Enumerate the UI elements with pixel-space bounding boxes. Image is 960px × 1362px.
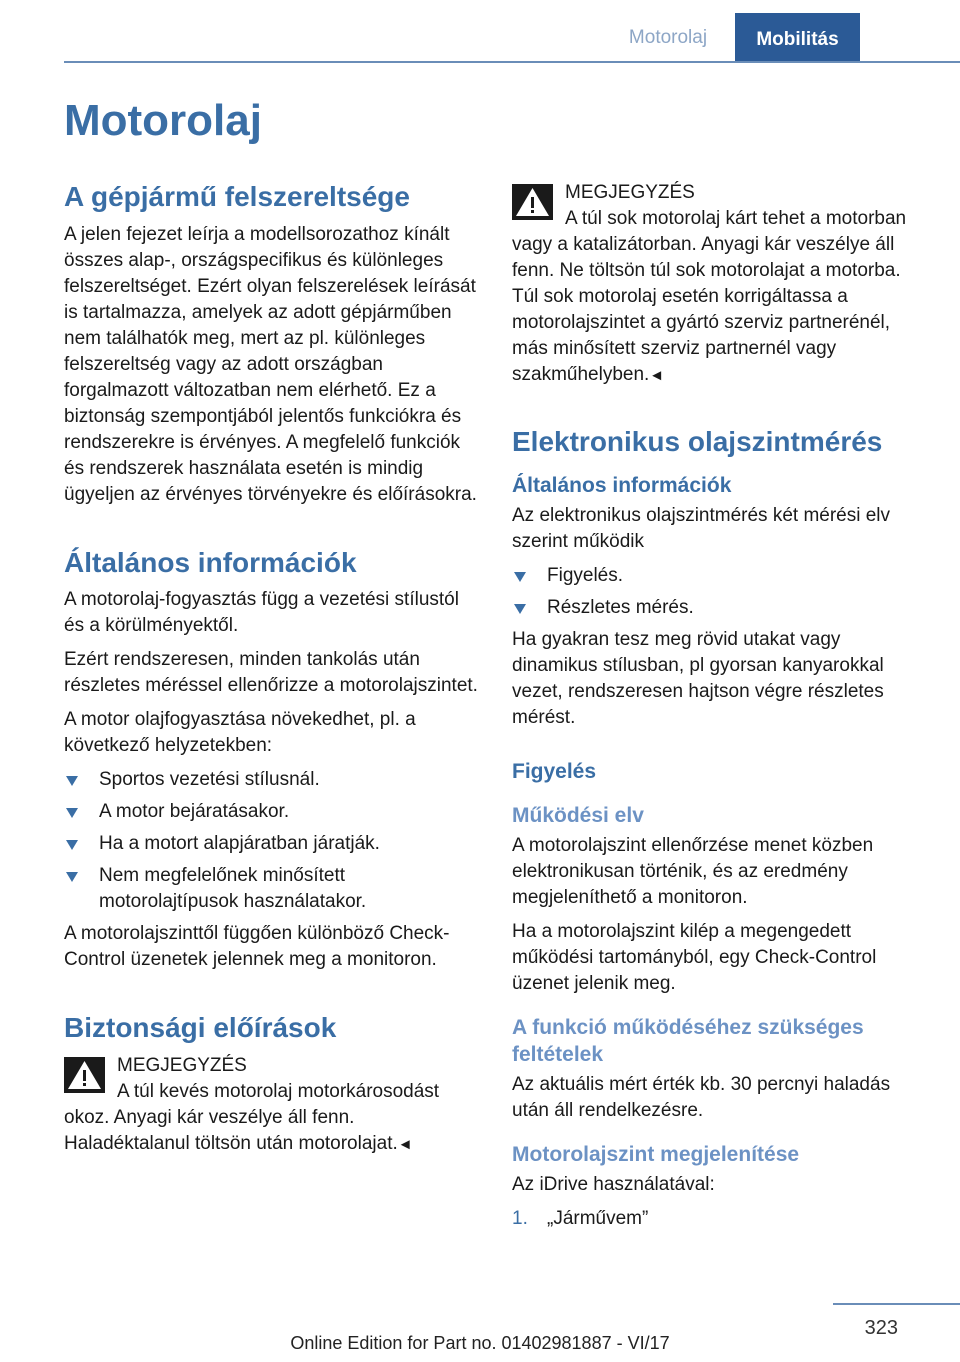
section-heading-safety: Biztonsági előírások (64, 1012, 337, 1044)
subheading-monitoring: Figyelés (512, 759, 597, 783)
back-arrow-icon: ◄ (649, 367, 665, 384)
idrive-steps-list (512, 1206, 927, 1232)
equipment-paragraph: A jelen fejezet leírja a modellsorozathoz kínált összes alap-, országspecifikus és különleges felszereltséget. Ezért olyan felszerelések leírását is tartalmazza, amelyek az adott gépjárműben nem találhatók meg, mert az pl. különleges felszereltség vagy az adott országban forgalmazott változatban nem elérhető. Ez a biztonság szempontjából jelentős funkciókra és rendszerekre is érvényes. A megfelelő funkciók és rendszerek használata esetén is mindig ügyeljen az érvényes törvényekre és előírásokra. (64, 223, 477, 505)
general-info-paragraph-1: A motorolaj-fogyasztás függ a vezetési stílustól és a körülményektől. (64, 589, 459, 637)
general-info-paragraph-3: A motor olajfogyasztása növekedhet, pl. a következő helyzetekben: (64, 709, 416, 757)
list-item: Részletes mérés. (512, 595, 927, 621)
list-item: A motor bejáratásakor. (64, 799, 479, 825)
operating-principle-paragraph-2: Ha a motorolajszint kilép a megengedett működési tartományból, egy Check-Control üzenet jelenik meg. (512, 921, 877, 995)
oil-consumption-list (64, 767, 479, 915)
subheading-operating-principle: Működési elv (512, 804, 644, 828)
general-info-paragraph-4: A motorolajszinttől függően különböző Check-Control üzenetek jelennek meg a monitoron. (64, 923, 450, 971)
list-item: Figyelés. (512, 563, 927, 589)
overfill-notice (512, 180, 927, 389)
warning-icon (512, 184, 553, 220)
header-tab-motorolaj: Motorolaj (628, 27, 708, 48)
triangle-bullet-icon (66, 872, 78, 882)
notice-text: A túl kevés motorolaj motorkárosodást okoz. Anyagi kár veszélye áll fenn. Haladéktalanul töltsön után motorolajat.◄ (64, 1080, 440, 1154)
triangle-bullet-icon (66, 840, 78, 850)
measurement-principle-list (512, 563, 927, 621)
notice-label: MEGJEGYZÉS (565, 182, 695, 203)
page-header (0, 0, 960, 62)
notice-text: A túl sok motorolaj kárt tehet a motorban vagy a katalizátorban. Anyagi kár veszélye áll fenn. Ne töltsön túl sok motorolajat a motorba. Túl sok motorolaj esetén korrigáltassa a motorolajszintet a gyártó szerviz partnerénél, más minősített szerviz partnernél vagy szakműhelyben.◄ (512, 208, 907, 385)
header-rule (64, 61, 960, 63)
general-info-paragraph-2: Ezért rendszeresen, minden tankolás után részletes méréssel ellenőrizze a motorolajszintet. (64, 649, 478, 697)
triangle-bullet-icon (514, 572, 526, 582)
edition-note: Online Edition for Part no. 01402981887 - VI/17 (290, 1333, 670, 1353)
back-arrow-icon: ◄ (397, 1135, 413, 1153)
right-column (512, 180, 927, 1232)
electronic-oil-paragraph-1: Az elektronikus olajszintmérés két mérési elv szerint működik (512, 504, 891, 552)
section-heading-general-info: Általános információk (64, 546, 357, 578)
requirements-paragraph: Az aktuális mért érték kb. 30 percnyi haladás után áll rendelkezésre. (512, 1073, 891, 1121)
subheading-oil-level-display: Motorolajszint megjelenítése (512, 1142, 800, 1166)
list-item (512, 1206, 927, 1232)
notice-label: MEGJEGYZÉS (117, 1054, 247, 1076)
list-item: Ha a motort alapjáratban járatják. (64, 831, 479, 857)
subheading-general-info: Általános információk (512, 473, 732, 497)
safety-notice (64, 1053, 479, 1158)
electronic-oil-paragraph-2: Ha gyakran tesz meg rövid utakat vagy dinamikus stílusban, pl gyorsan kanyarokkal vezet, rendszeresen hajtson végre részletes mérést. (512, 628, 884, 728)
triangle-bullet-icon (514, 604, 526, 614)
list-item: Sportos vezetési stílusnál. (64, 767, 479, 793)
page-number: 323 (864, 1317, 898, 1339)
page-title: Motorolaj (64, 96, 262, 145)
step-number: 1. (512, 1208, 528, 1230)
subheading-requirements: A funkció működéséhez szükséges feltételek (512, 1016, 864, 1066)
operating-principle-paragraph-1: A motorolajszint ellenőrzése menet közben elektronikusan történik, és az eredmény megjeleníthető a monitoron. (512, 835, 874, 909)
header-tab-mobilitas: Mobilitás (735, 13, 860, 62)
warning-icon (64, 1057, 105, 1093)
step-text: „Járművem” (547, 1208, 649, 1230)
section-heading-equipment: A gépjármű felszereltsége (64, 181, 410, 212)
oil-level-display-paragraph: Az iDrive használatával: (512, 1174, 715, 1196)
left-column (64, 180, 479, 1164)
section-heading-electronic-oil: Elektronikus olajszintmérés (512, 426, 883, 457)
footer-rule (833, 1303, 960, 1305)
list-item: Nem megfelelőnek minősített motorolajtípusok használatakor. (64, 863, 479, 915)
triangle-bullet-icon (66, 776, 78, 786)
triangle-bullet-icon (66, 808, 78, 818)
